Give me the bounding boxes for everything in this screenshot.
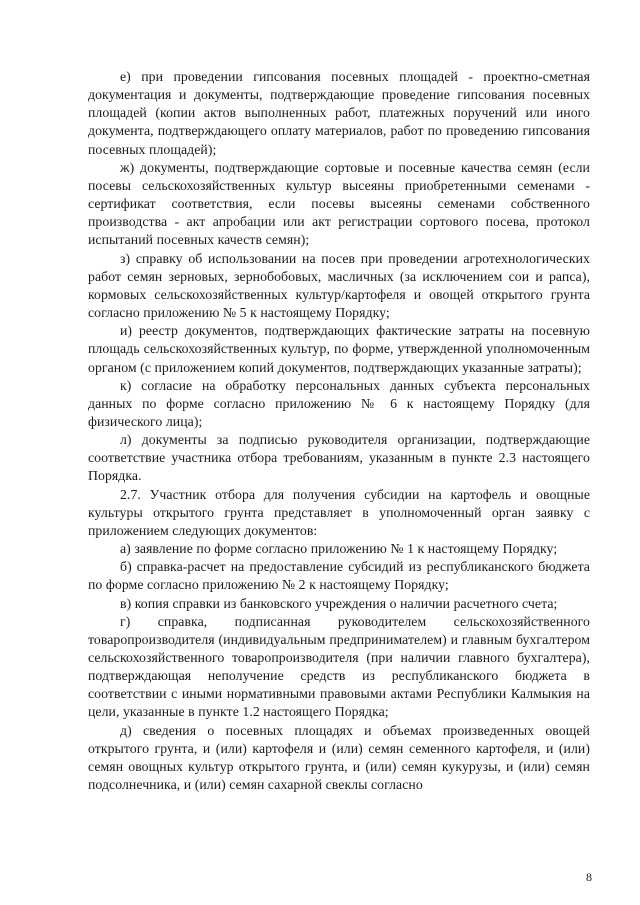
- paragraph-item-k: к) согласие на обработку персональных данных субъекта персональных данных по форме согласно приложению № 6 к настоящему Порядку (для физического лица);: [88, 377, 590, 429]
- paragraph-item-v: в) копия справки из банковского учреждения о наличии расчетного счета;: [120, 595, 558, 611]
- page-number: 8: [586, 870, 592, 884]
- paragraph-item-zh: ж) документы, подтверждающие сортовые и посевные качества семян (если посевы сельскохозяйственных культур высеяны приобретенными семенами - сертификат соответствия, если посевы высеяны семенами собственного производства - акт апробации или акт регистрации сортового посева, протокол испытаний посевных качеств семян);: [88, 159, 590, 248]
- paragraph-item-i: и) реестр документов, подтверждающих фактические затраты на посевную площадь сельскохозяйственных культур, по форме, утвержденной уполномоченным органом (с приложением копий документов, подтверждающих указанные затраты);: [88, 323, 590, 375]
- paragraph-section-2-7: 2.7. Участник отбора для получения субсидии на картофель и овощные культуры открытого грунта представляет в уполномоченный орган заявку с приложением следующих документов:: [88, 486, 590, 538]
- paragraph-item-l: л) документы за подписью руководителя организации, подтверждающие соответствие участника отбора требованиям, указанным в пункте 2.3 настоящего Порядка.: [88, 432, 590, 484]
- paragraph-item-e: е) при проведении гипсования посевных площадей - проектно-сметная документация и документы, подтверждающие проведение гипсования посевных площадей (копии актов выполненных работ, платежных поручений или иного документа, подтверждающего оплату материалов, работ по проведению гипсования посевных площадей);: [88, 69, 590, 157]
- paragraph-item-a: а) заявление по форме согласно приложению № 1 к настоящему Порядку;: [120, 541, 558, 557]
- document-body: [88, 68, 590, 794]
- paragraph-item-g: г) справка, подписанная руководителем сельскохозяйственного товаропроизводителя (индивидуальным предпринимателем) и главным бухгалтером сельскохозяйственного товаропроизводителя (при наличии главного бухгалтера), подтверждающая неполучение средств из республиканского бюджета в соответствии с иными нормативными правовыми актами Республики Калмыкия на цели, указанные в пункте 1.2 настоящего Порядка;: [88, 613, 590, 720]
- paragraph-item-b: б) справка-расчет на предоставление субсидий из республиканского бюджета по форме согласно приложению № 2 к настоящему Порядку;: [88, 559, 590, 593]
- paragraph-item-d: д) сведения о посевных площадях и объемах произведенных овощей открытого грунта, и (или) картофеля и (или) семян семенного картофеля, и (или) семян овощных культур открытого грунта, и (или) семян кукурузы, и (или) семян подсолнечника, и (или) семян сахарной свеклы согласно: [88, 722, 590, 793]
- paragraph-item-z: з) справку об использовании на посев при проведении агротехнологических работ семян зерновых, зернобобовых, масличных (за исключением сои и рапса), кормовых сельскохозяйственных культур/картофеля и овощей открытого грунта согласно приложению № 5 к настоящему Порядку;: [88, 250, 590, 321]
